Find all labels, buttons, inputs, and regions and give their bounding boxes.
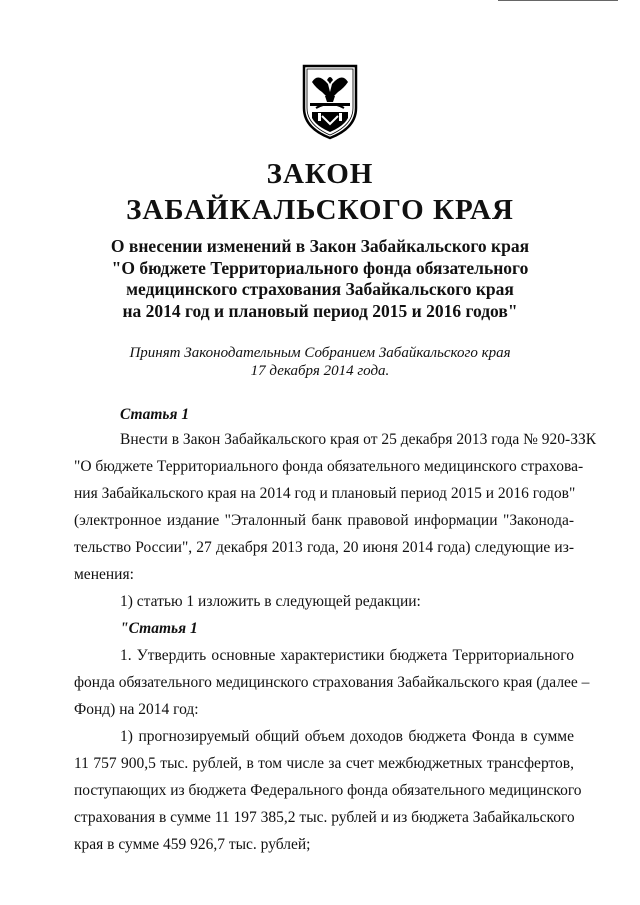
adoption-line: 17 декабря 2014 года. — [250, 363, 390, 379]
paragraph-line: "О бюджете Территориального фонда обязательного медицинского страхова- — [74, 458, 584, 475]
paragraph-line: Фонд) на 2014 год: — [74, 701, 199, 718]
paragraph-line: менения: — [74, 566, 134, 583]
article-heading: Статья 1 — [120, 406, 190, 423]
paragraph-line: страхования в сумме 11 197 385,2 тыс. рублей и из бюджета Забайкальского — [74, 809, 575, 826]
paragraph-line: поступающих из бюджета Федерального фонда обязательного медицинского — [74, 782, 582, 799]
paragraph-line: (электронное издание "Эталонный банк правовой информации "Законода- — [74, 512, 574, 529]
list-item: 1) статью 1 изложить в следующей редакции: — [120, 593, 421, 610]
subtitle-line: на 2014 год и плановый период 2015 и 2016 годов" — [122, 300, 518, 321]
subtitle-line: О внесении изменений в Закон Забайкальского края — [110, 236, 530, 256]
paragraph-line: 1) прогнозируемый общий объем доходов бюджета Фонда в сумме — [120, 728, 574, 745]
subtitle-line: медицинского страхования Забайкальского края — [126, 279, 514, 299]
document-title: ЗАКОН — [266, 158, 374, 190]
paragraph-line: ния Забайкальского края на 2014 год и плановый период 2015 и 2016 годов" — [74, 485, 576, 502]
law-subtitle — [60, 236, 580, 322]
paragraph-line: края в сумме 459 926,7 тыс. рублей; — [74, 836, 311, 853]
adoption-line: Принят Законодательным Собранием Забайкальского края — [129, 345, 511, 361]
quoted-article-heading: "Статья 1 — [120, 620, 198, 637]
coat-of-arms-icon — [298, 62, 362, 142]
paragraph-line: 11 757 900,5 тыс. рублей, в том числе за счет межбюджетных трансфертов, — [74, 755, 574, 772]
adoption-note — [90, 344, 550, 380]
paragraph-line: фонда обязательного медицинского страхования Забайкальского края (далее – — [74, 674, 590, 691]
paragraph-line: 1. Утвердить основные характеристики бюджета Территориального — [120, 647, 574, 664]
paragraph-line: Внести в Закон Забайкальского края от 25 декабря 2013 года № 920-ЗЗК — [120, 431, 597, 448]
subtitle-line: "О бюджете Территориального фонда обязательного — [111, 257, 529, 278]
paragraph-line: тельство России", 27 декабря 2013 года, 20 июня 2014 года) следующие из- — [74, 539, 574, 556]
document-title-region: ЗАБАЙКАЛЬСКОГО КРАЯ — [126, 194, 514, 226]
scan-corner-mark — [498, 0, 618, 3]
